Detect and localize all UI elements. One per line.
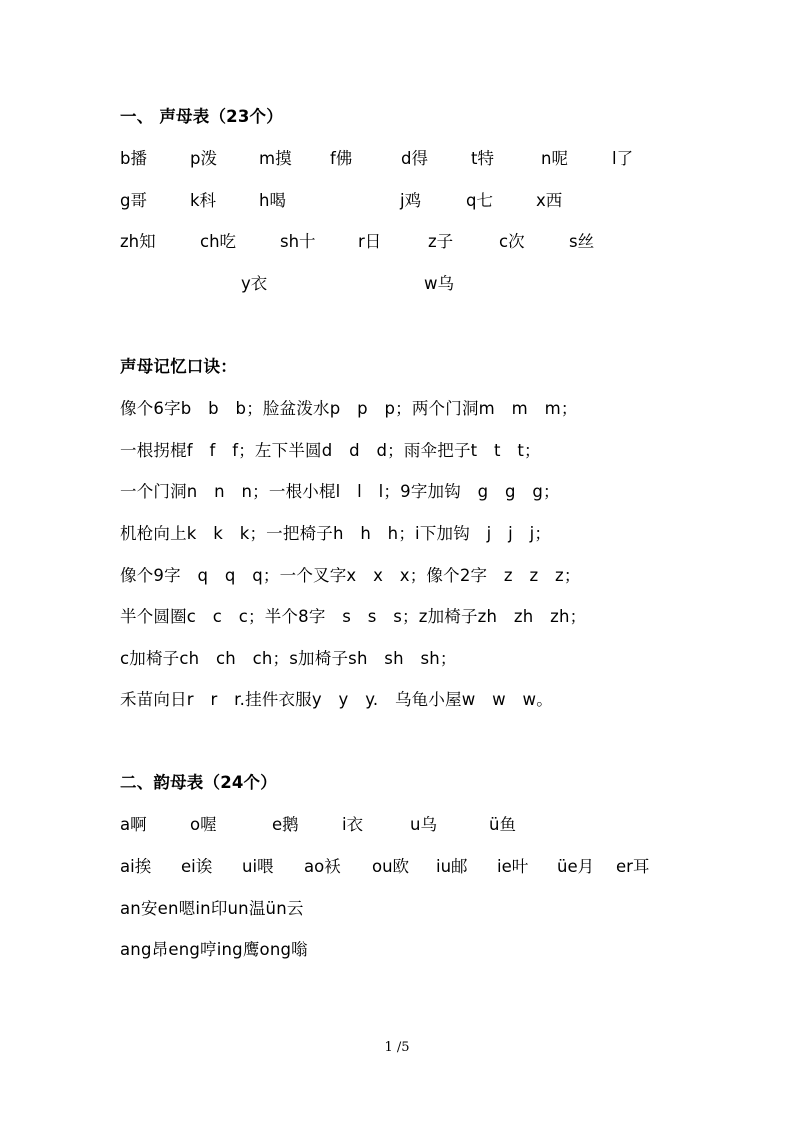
final-iu: iu邮 [436, 857, 468, 876]
initial-g: g哥 [120, 191, 147, 210]
final-ou: ou欧 [372, 857, 410, 876]
final-v: ü鱼 [489, 815, 516, 834]
section-title-finals: 二、韵母表（24个） [120, 773, 277, 792]
initial-f: f佛 [330, 149, 353, 168]
mnemonic-line: 机枪向上k k k；一把椅子h h h；i下加钩 j j j； [120, 524, 552, 543]
mnemonic-title: 声母记忆口诀： [120, 357, 237, 376]
final-ui: ui喂 [242, 857, 274, 876]
initial-m: m摸 [259, 149, 292, 168]
mnemonic-line: 像个6字b b b；脸盆泼水p p p；两个门洞m m m； [120, 399, 578, 418]
page-number: 1 /5 [384, 1040, 410, 1055]
back-nasal-finals: ang昂eng哼ing鹰ong嗡 [120, 940, 308, 959]
initial-k: k科 [190, 191, 217, 210]
initial-h: h喝 [259, 191, 286, 210]
initial-t: t特 [471, 149, 494, 168]
final-ai: ai挨 [120, 857, 152, 876]
section-title-initials: 一、 声母表（23个） [120, 107, 283, 126]
initial-x: x西 [536, 191, 563, 210]
initial-r: r日 [358, 232, 382, 251]
front-nasal-finals: an安en嗯in印un温ün云 [120, 899, 304, 918]
mnemonic-line: 一根拐棍f f f；左下半圆d d d；雨伞把子t t t； [120, 441, 541, 460]
final-ei: ei诶 [181, 857, 213, 876]
initial-d: d得 [401, 149, 428, 168]
final-o: o喔 [190, 815, 217, 834]
final-u: u乌 [410, 815, 437, 834]
mnemonic-line: 禾苗向日r r r.挂件衣服y y y. 乌龟小屋w w w。 [120, 690, 553, 709]
initial-zh: zh知 [120, 232, 156, 251]
initial-y: y衣 [241, 274, 268, 293]
final-a: a啊 [120, 815, 147, 834]
mnemonic-line: 像个9字 q q q；一个叉字x x x；像个2字 z z z； [120, 566, 581, 585]
initial-q: q七 [466, 191, 493, 210]
initial-w: w乌 [424, 274, 454, 293]
initial-sh: sh十 [280, 232, 316, 251]
mnemonic-line: 半个圆圈c c c；半个8字 s s s；z加椅子zh zh zh； [120, 607, 587, 626]
initial-z: z子 [428, 232, 454, 251]
initial-s: s丝 [569, 232, 595, 251]
initial-b: b播 [120, 149, 147, 168]
final-ve: üe月 [557, 857, 595, 876]
final-ie: ie叶 [497, 857, 529, 876]
initial-p: p泼 [190, 149, 217, 168]
mnemonic-line: 一个门洞n n n；一根小棍l l l；9字加钩 g g g； [120, 482, 560, 501]
initial-ch: ch吃 [200, 232, 237, 251]
initial-j: j鸡 [400, 191, 422, 210]
initial-l: l了 [612, 149, 634, 168]
mnemonic-line: c加椅子ch ch ch；s加椅子sh sh sh； [120, 649, 457, 668]
final-e: e鹅 [272, 815, 299, 834]
initial-n: n呢 [541, 149, 568, 168]
initial-c: c次 [499, 232, 525, 251]
final-er: er耳 [616, 857, 650, 876]
final-i: i衣 [342, 815, 364, 834]
final-ao: ao袄 [304, 857, 341, 876]
